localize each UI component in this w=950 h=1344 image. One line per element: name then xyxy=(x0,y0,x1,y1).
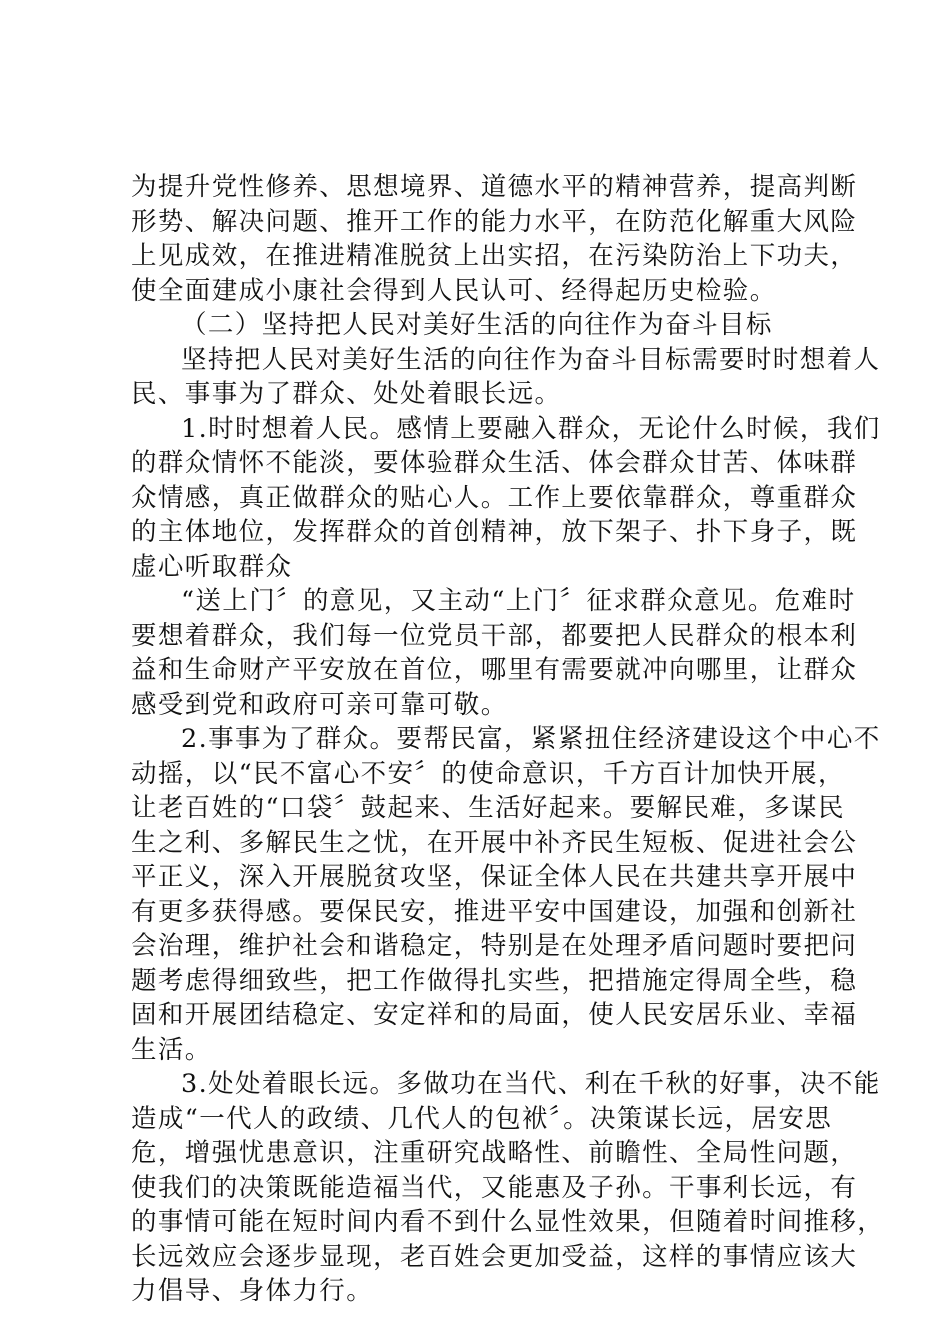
text-line: 长远效应会逐步显现，老百姓会更加受益，这样的事情应该大 xyxy=(131,1241,858,1272)
text-line: 民、事事为了群众、处处着眼长远。 xyxy=(131,379,562,409)
text-line: 的群众情怀不能淡，要体验群众生活、体会群众甘苦、体味群 xyxy=(131,448,858,478)
text-line: “送上门〞的意见，又主动“上门〞征求群众意见。危难时 xyxy=(181,586,856,616)
text-line: 生之利、多解民生之忧，在开展中补齐民生短板、促进社会公 xyxy=(131,827,858,858)
text-line: 力倡导、身体力行。 xyxy=(131,1276,374,1306)
text-line: 形势、解决问题、推开工作的能力水平，在防范化解重大风险 xyxy=(131,206,858,237)
text-line: 动摇，以“民不富心不安〞的使命意识，千方百计加快开展， xyxy=(131,758,845,789)
text-line: 会治理，维护社会和谐稳定，特别是在处理矛盾问题时要把问 xyxy=(131,931,858,961)
text-line: 使全面建成小康社会得到人民认可、经得起历史检验。 xyxy=(131,275,777,306)
text-line: 的主体地位，发挥群众的首创精神，放下架子、扑下身子，既 xyxy=(131,517,858,547)
text-line: 题考虑得细致些，把工作做得扎实些，把措施定得周全些，稳 xyxy=(131,965,858,996)
text-line: 上见成效，在推进精准脱贫上出实招，在污染防治上下功夫， xyxy=(131,241,858,271)
text-line: 众情感，真正做群众的贴心人。工作上要依靠群众，尊重群众 xyxy=(131,482,858,513)
text-line: 3.处处着眼长远。多做功在当代、利在千秋的好事，决不能 xyxy=(181,1069,881,1099)
text-line: （二）坚持把人民对美好生活的向往作为奋斗目标 xyxy=(181,310,773,340)
text-line: 为提升党性修养、思想境界、道德水平的精神营养，提高判断 xyxy=(131,172,858,202)
text-line: 生活。 xyxy=(131,1034,212,1065)
text-line: 感受到党和政府可亲可靠可敬。 xyxy=(131,689,508,720)
text-line: 的事情可能在短时间内看不到什么显性效果，但随着时间推移， xyxy=(131,1207,885,1237)
text-line: 固和开展团结稳定、安定祥和的局面，使人民安居乐业、幸福 xyxy=(131,1000,858,1030)
text-line: 危，增强忧患意识，注重研究战略性、前瞻性、全局性问题， xyxy=(131,1138,858,1168)
text-line: 要想着群众，我们每一位党员干部，都要把人民群众的根本利 xyxy=(131,620,858,651)
text-line: 造成“一代人的政绩、几代人的包袱〞。决策谋长远，居安思 xyxy=(131,1103,833,1134)
text-line: 使我们的决策既能造福当代，又能惠及子孙。干事利长远，有 xyxy=(131,1172,858,1203)
document-body-text xyxy=(131,170,885,1309)
text-line: 益和生命财产平安放在首位，哪里有需要就冲向哪里，让群众 xyxy=(131,655,858,685)
text-line: 平正义，深入开展脱贫攻坚，保证全体人民在共建共享开展中 xyxy=(131,862,858,892)
text-line: 让老百姓的“口袋〞鼓起来、生活好起来。要解民难，多谋民 xyxy=(131,793,845,823)
text-line: 1.时时想着人民。感情上要融入群众，无论什么时候，我们 xyxy=(181,413,881,444)
text-line: 2.事事为了群众。要帮民富，紧紧扭住经济建设这个中心不 xyxy=(181,724,881,754)
text-line: 虚心听取群众 xyxy=(131,551,293,582)
text-line: 坚持把人民对美好生活的向往作为奋斗目标需要时时想着人 xyxy=(181,344,881,375)
text-line: 有更多获得感。要保民安，推进平安中国建设，加强和创新社 xyxy=(131,896,858,927)
